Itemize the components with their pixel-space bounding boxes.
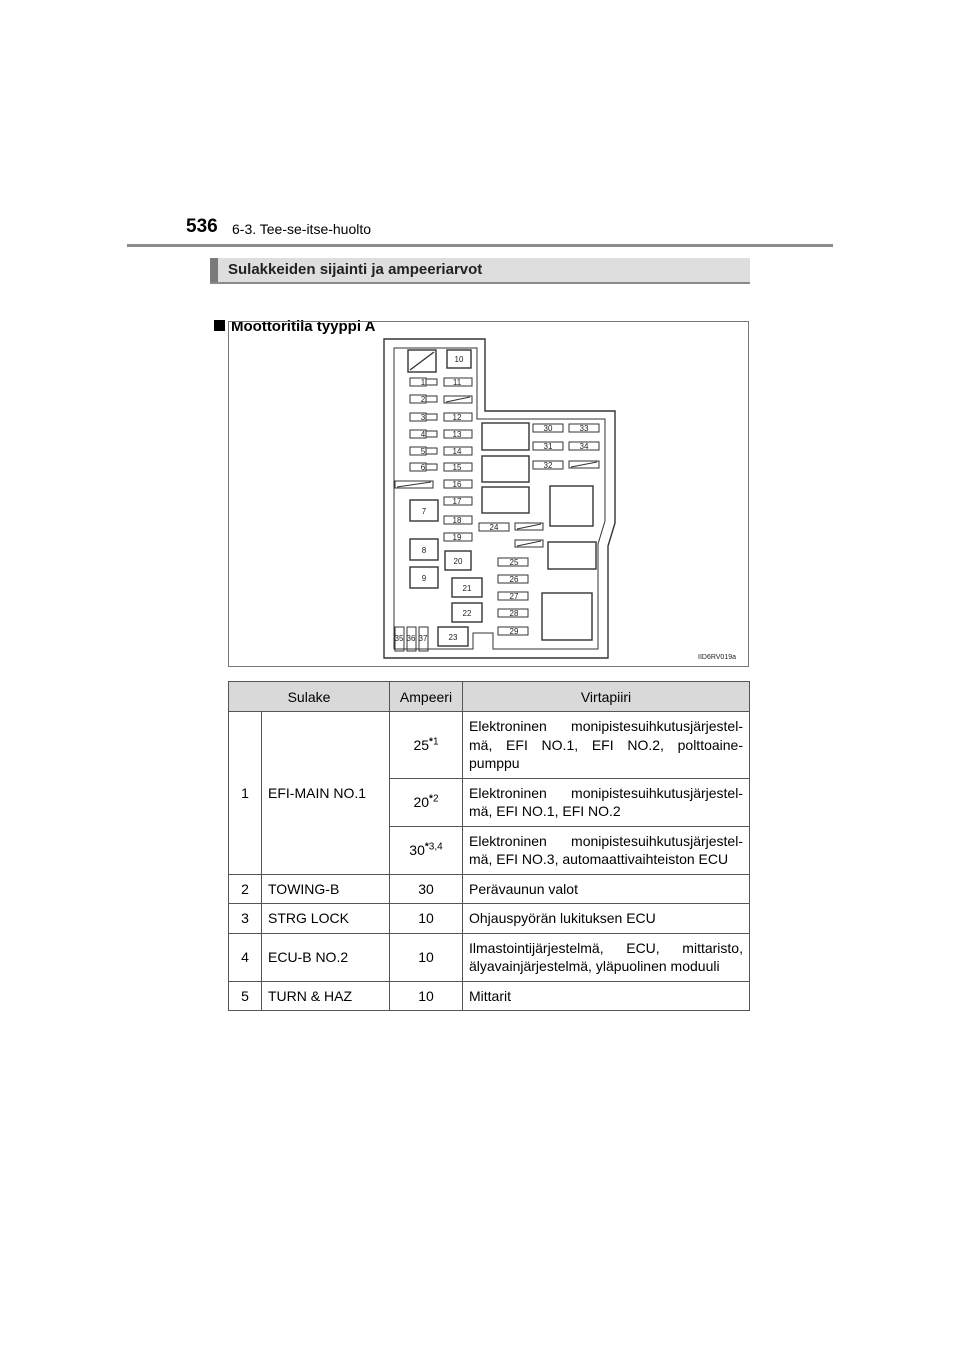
fuse-label-3: 3 xyxy=(420,413,426,422)
fuse-label-15: 15 xyxy=(452,463,462,472)
amp-value: 25$^{*1}$ xyxy=(390,712,463,779)
chapter-title: 6-3. Tee-se-itse-huolto xyxy=(232,221,372,237)
circuit-description: Elektroninen monipistesuihkutusjärjestel-mä, EFI NO.1, EFI NO.2 xyxy=(463,778,750,826)
fuse-label-20: 20 xyxy=(453,557,463,566)
fuse-name: TOWING-B xyxy=(262,874,390,904)
fuse-box-diagram xyxy=(228,321,749,667)
fuse-box-drawing xyxy=(229,322,748,666)
fuse-label-17: 17 xyxy=(452,497,462,506)
page-number: 536 xyxy=(186,216,218,237)
fuse-label-11: 11 xyxy=(452,378,462,387)
fuse-table xyxy=(228,681,750,1011)
circuit-description: Elektroninen monipistesuihkutusjärjestel-mä, EFI NO.1, EFI NO.2, polttoaine-pumppu xyxy=(463,712,750,779)
fuse-label-10: 10 xyxy=(454,355,464,364)
fuse-name: EFI-MAIN NO.1 xyxy=(262,712,390,875)
amp-value: 10 xyxy=(390,933,463,981)
fuse-label-12: 12 xyxy=(452,413,462,422)
amp-value: 30$^{*3,4}$ xyxy=(390,826,463,874)
fuse-label-7: 7 xyxy=(421,507,427,516)
fuse-name: ECU-B NO.2 xyxy=(262,933,390,981)
fuse-label-13: 13 xyxy=(452,430,462,439)
fuse-label-14: 14 xyxy=(452,447,462,456)
fuse-name: TURN & HAZ xyxy=(262,981,390,1011)
circuit-description: Perävaunun valot xyxy=(463,874,750,904)
fuse-label-21: 21 xyxy=(462,584,472,593)
table-row xyxy=(229,874,750,904)
table-row xyxy=(229,933,750,981)
header-fuse: Sulake xyxy=(229,682,390,712)
circuit-description: Ohjauspyörän lukituksen ECU xyxy=(463,904,750,934)
section-accent xyxy=(210,258,218,282)
fuse-label-4: 4 xyxy=(420,430,426,439)
circuit-description: Mittarit xyxy=(463,981,750,1011)
circuit-description: Elektroninen monipistesuihkutusjärjestel-mä, EFI NO.3, automaattivaihteiston ECU xyxy=(463,826,750,874)
fuse-label-34: 34 xyxy=(579,442,589,451)
diagram-code: IID6RV019a xyxy=(698,654,737,661)
fuse-label-33: 33 xyxy=(579,424,589,433)
header-divider xyxy=(127,244,833,247)
table-row xyxy=(229,981,750,1011)
fuse-label-18: 18 xyxy=(452,516,462,525)
fuse-label-26: 26 xyxy=(509,575,519,584)
circuit-description: Ilmastointijärjestelmä, ECU, mittaristo, älyavainjärjestelmä, yläpuolinen moduuli xyxy=(463,933,750,981)
fuse-label-9: 9 xyxy=(421,574,427,583)
header-circuit: Virtapiiri xyxy=(463,682,750,712)
square-bullet-icon xyxy=(214,320,225,331)
fuse-number: 3 xyxy=(229,904,262,934)
header-amp: Ampeeri xyxy=(390,682,463,712)
fuse-label-27: 27 xyxy=(509,592,519,601)
fuse-label-8: 8 xyxy=(421,546,427,555)
table-row xyxy=(229,904,750,934)
fuse-label-22: 22 xyxy=(462,609,472,618)
fuse-label-25: 25 xyxy=(509,558,519,567)
fuse-name: STRG LOCK xyxy=(262,904,390,934)
fuse-label-28: 28 xyxy=(509,609,519,618)
fuse-label-1: 1 xyxy=(420,378,426,387)
fuse-label-35: 35 xyxy=(394,634,404,643)
amp-value: 10 xyxy=(390,981,463,1011)
section-title-bar xyxy=(210,258,750,284)
fuse-label-32: 32 xyxy=(543,461,553,470)
amp-value: 10 xyxy=(390,904,463,934)
fuse-label-19: 19 xyxy=(452,533,462,542)
fuse-label-37: 37 xyxy=(418,634,428,643)
table-header-row xyxy=(229,682,750,712)
section-title: Sulakkeiden sijainti ja ampeeriarvot xyxy=(228,261,483,278)
subheading-text: Moottoritila tyyppi A xyxy=(231,318,376,335)
fuse-label-6: 6 xyxy=(420,463,426,472)
fuse-label-30: 30 xyxy=(543,424,553,433)
fuse-label-24: 24 xyxy=(489,523,499,532)
fuse-label-16: 16 xyxy=(452,480,462,489)
table-row xyxy=(229,712,750,779)
fuse-label-29: 29 xyxy=(509,627,519,636)
fuse-number: 5 xyxy=(229,981,262,1011)
fuse-label-36: 36 xyxy=(406,634,416,643)
amp-value: 20$^{*2}$ xyxy=(390,778,463,826)
fuse-number: 4 xyxy=(229,933,262,981)
fuse-label-2: 2 xyxy=(420,395,426,404)
fuse-number: 2 xyxy=(229,874,262,904)
fuse-number: 1 xyxy=(229,712,262,875)
amp-value: 30 xyxy=(390,874,463,904)
fuse-label-5: 5 xyxy=(420,447,426,456)
fuse-label-31: 31 xyxy=(543,442,553,451)
fuse-label-23: 23 xyxy=(448,633,458,642)
